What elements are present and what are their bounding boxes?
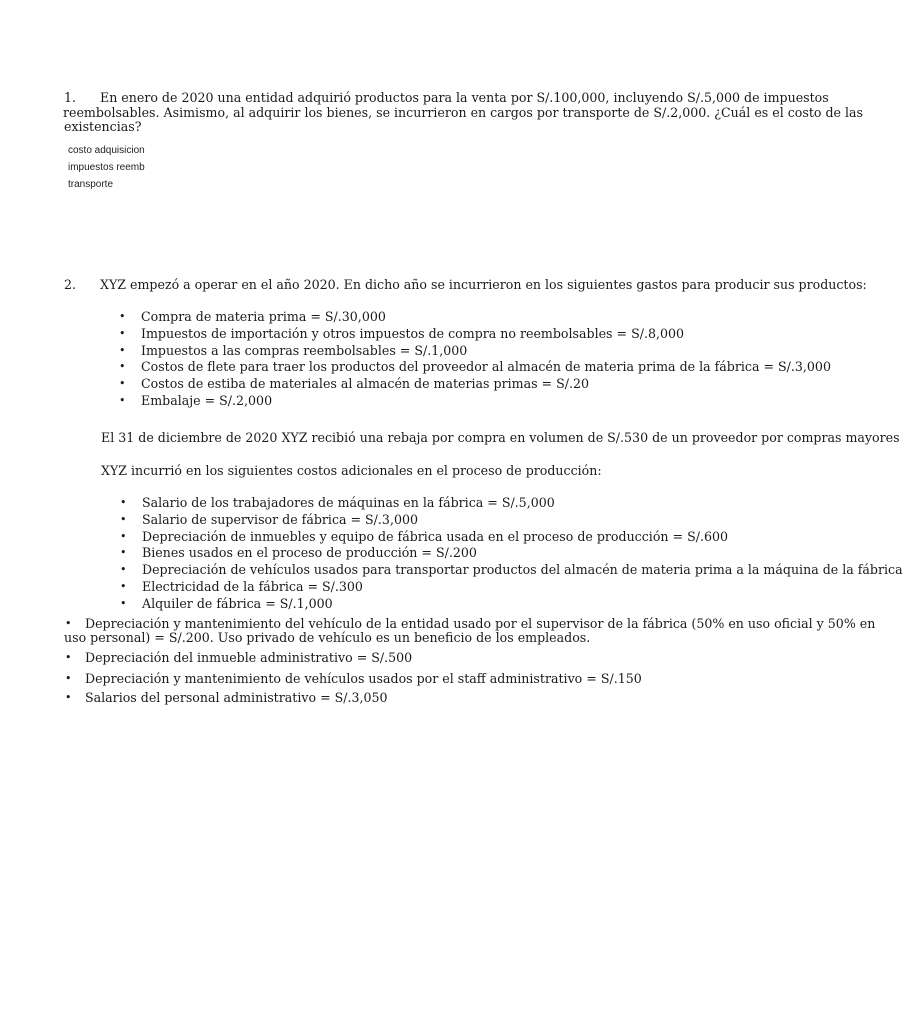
- vehicle-item: [85, 617, 875, 631]
- note-costo: costo adquisicion: [68, 145, 145, 156]
- list-item: • Alquiler de fábrica = S/.1,000: [142, 596, 903, 613]
- question-2-number: 2.: [64, 277, 77, 292]
- list-item: • Depreciación de inmuebles y equipo de fábrica usada en el proceso de producción = S/.600: [142, 529, 903, 546]
- list-item: • Compra de materia prima = S/.30,000: [141, 309, 831, 326]
- list-item: • Depreciación de vehículos usados para transportar productos del almacén de materia prima a la máquina de la fábrica: [142, 562, 903, 579]
- question-1-line-1: 1. En enero de 2020 una entidad adquirió productos para la venta por S/.100,000, incluyendo S/.5,000 de impuestos: [64, 90, 829, 105]
- list-item: • Costos de flete para traer los productos del proveedor al almacén de materia prima de la fábrica = S/.3,000: [141, 359, 831, 376]
- list-item: • Impuestos de importación y otros impuestos de compra no reembolsables = S/.8,000: [141, 326, 831, 343]
- list-item: • Depreciación del inmueble administrativo = S/.500: [85, 651, 642, 665]
- list-item: • Electricidad de la fábrica = S/.300: [142, 579, 903, 596]
- list-item: • Depreciación y mantenimiento del vehículo de la entidad usado por el supervisor de la fábrica (50% en uso oficial y 50% en: [85, 617, 875, 631]
- handwritten-notes: [68, 142, 145, 193]
- list-item: • Bienes usados en el proceso de producción = S/.200: [142, 545, 903, 562]
- question-2-intro: 2. XYZ empezó a operar en el año 2020. En dicho año se incurrieron en los siguientes gastos para producir sus productos:: [64, 277, 867, 292]
- rebate-paragraph: El 31 de diciembre de 2020 XYZ recibió una rebaja por compra en volumen de S/.530 de un proveedor por compras mayores: [101, 430, 900, 445]
- question-1-line-2: reembolsables. Asimismo, al adquirir los bienes, se incurrieron en cargos por transporte de S/.2,000. ¿Cuál es el costo de las: [63, 104, 863, 120]
- list-item: • Embalaje = S/.2,000: [141, 393, 831, 410]
- vehicle-item-continuation: uso personal) = S/.200. Uso privado de vehículo es un beneficio de los empleados.: [64, 630, 591, 645]
- note-impuestos: impuestos reemb: [68, 162, 145, 173]
- list-item: • Salarios del personal administrativo = S/.3,050: [85, 691, 642, 705]
- question-1: [64, 91, 863, 135]
- list-item: • Salario de los trabajadores de máquinas en la fábrica = S/.5,000: [142, 495, 903, 512]
- additional-costs-list: [142, 495, 903, 613]
- list-item: • Impuestos a las compras reembolsables = S/.1,000: [141, 343, 831, 360]
- admin-costs-list: [85, 651, 642, 705]
- list-item: • Salario de supervisor de fábrica = S/.3,000: [142, 512, 903, 529]
- question-1-line-3: existencias?: [64, 119, 142, 134]
- note-transporte: transporte: [68, 179, 114, 190]
- list-item: • Depreciación y mantenimiento de vehículos usados por el staff administrativo = S/.150: [85, 672, 642, 686]
- question-1-number: 1.: [64, 90, 77, 105]
- additional-costs-intro: XYZ incurrió en los siguientes costos adicionales en el proceso de producción:: [101, 463, 602, 478]
- purchase-costs-list: [141, 309, 831, 410]
- list-item: • Costos de estiba de materiales al almacén de materias primas = S/.20: [141, 376, 831, 393]
